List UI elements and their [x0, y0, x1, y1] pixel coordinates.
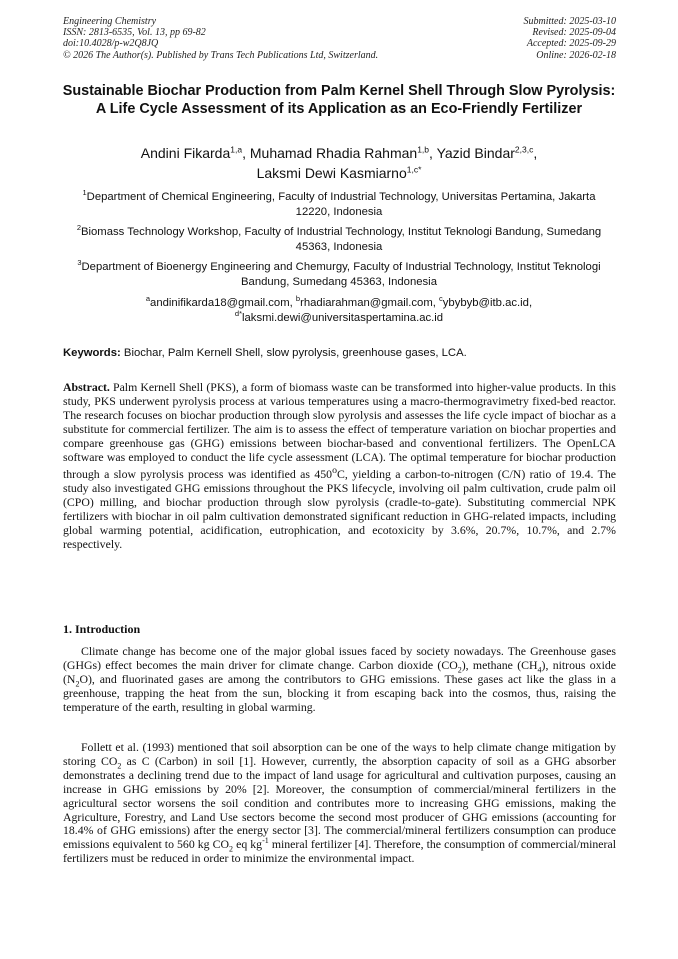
- copyright-line: © 2026 The Author(s). Published by Trans Tech Publications Ltd, Switzerland.: [63, 49, 379, 61]
- section-heading: 1. Introduction: [63, 622, 141, 636]
- superscript: -1: [262, 836, 269, 846]
- intro-paragraph-2: [63, 741, 616, 866]
- author-name: Laksmi Dewi Kasmiarno: [256, 165, 407, 181]
- revised-date: Revised: 2025-09-04: [532, 27, 616, 39]
- affiliation-text: Department of Bioenergy Engineering and Chemurgy, Faculty of Industrial Technology, Institut Teknologi Bandung, Sumedang 45363, Indonesia: [81, 261, 601, 288]
- subscript: 2: [117, 761, 122, 771]
- paragraph-text: eq kg: [233, 837, 263, 852]
- author-name: Yazid Bindar: [436, 145, 515, 161]
- affiliation-1: [70, 190, 608, 220]
- paragraph-text: mineral fertilizer [4]. Therefore, the consumption of commercial/mineral fertilizers must be reduced in order to minimize the environmental impact.: [63, 837, 616, 866]
- paragraph-text: ), methane (CH: [461, 657, 538, 672]
- author-list: Andini Fikarda$^{1,a}$, Muhamad Rhadia Rahman$^{1,b}$, Yazid Bindar$^{2,3,c}$, Laksmi Dewi Kasmiarno$^{1,c*}$: [140, 144, 538, 181]
- email-mark: c: [439, 294, 443, 304]
- abstract-text: C, yielding a carbon-to-nitrogen (C/N) ratio of 19.4. The study also investigated GHG emissions throughout the PKS lifecycle, involving oil palm cultivation, crude palm oil (CPO) milling, and biochar production through slow pyrolysis (cradle-to-gate). Substituting commercial NPK fertilizers with biochar in oil palm cultivation demonstrated significant reduction in GHG-related impacts, including global warming potential, acidification, eutrophication, and ecotoxicity by 3.6%, 20.7%, 10.7%, and 2.7% respectively.: [63, 467, 616, 551]
- affiliation-text: Department of Chemical Engineering, Faculty of Industrial Technology, Universitas Pertamina, Jakarta 12220, Indonesia: [86, 191, 596, 218]
- author-affiliation-mark: 1,a: [230, 144, 243, 155]
- author-affiliation-mark: 1,c*: [406, 164, 422, 175]
- affiliation-number: 3: [77, 258, 82, 268]
- paragraph-text: Climate change has become one of the major global issues faced by society nowadays. The Greenhouse gases (GHGs) effect becomes the main driver for climate change. Carbon dioxide (CO: [63, 644, 616, 672]
- abstract-label: Abstract.: [63, 380, 110, 394]
- keywords: [63, 346, 616, 360]
- issn-line: ISSN: 2813-6535, Vol. 13, pp 69-82: [63, 27, 206, 39]
- doi-line: doi:10.4028/p-w2Q8JQ: [63, 38, 159, 50]
- abstract: [63, 381, 616, 552]
- email-address: rhadiarahman@gmail.com,: [300, 297, 440, 309]
- email-mark: a: [145, 294, 151, 304]
- subscript: 2: [229, 844, 234, 854]
- paper-title: Sustainable Biochar Production from Palm Kernel Shell Through Slow Pyrolysis: A Life Cycle Assessment of its Application as an Eco-Friendly Fertilizer: [62, 83, 616, 117]
- paragraph-text: Follett et al. (1993) mentioned that soil absorption can be one of the ways to help climate change mitigation by storing CO: [63, 740, 616, 768]
- article-dates: [524, 16, 617, 61]
- online-date: Online: 2026-02-18: [536, 49, 616, 61]
- email-mark: d*: [234, 309, 242, 319]
- subscript: 4: [537, 665, 542, 675]
- keywords-label: Keywords:: [63, 347, 121, 359]
- affiliation-text: Biomass Technology Workshop, Faculty of Industrial Technology, Institut Teknologi Bandung, Sumedang 45363, Indonesia: [80, 226, 602, 253]
- affiliation-number: 2: [76, 223, 81, 233]
- submitted-date: Submitted: 2025-03-10: [523, 16, 616, 27]
- accepted-date: Accepted: 2025-09-29: [526, 38, 616, 50]
- author-affiliation-mark: 2,3,c: [514, 144, 534, 155]
- intro-paragraph-1: [63, 645, 616, 715]
- email-address: ybybyb@itb.ac.id,: [442, 297, 533, 309]
- affiliation-2: [70, 225, 608, 255]
- author-name: Muhamad Rhadia Rahman: [249, 145, 418, 161]
- email-mark: b: [295, 294, 301, 304]
- paragraph-text: ), nitrous oxide (N: [63, 657, 616, 686]
- email-address: laksmi.dewi@universitaspertamina.ac.id: [242, 311, 444, 324]
- paragraph-text: O), and fluorinated gases are among the contributors to GHG emissions. These gases act like the glass in a greenhouse, trapping the heat from the sun, blocking it from escaping back into the cosmos, thus, raising the temperature of the earth, resulting in global warming.: [63, 671, 616, 714]
- keywords-text: Biochar, Palm Kernell Shell, slow pyrolysis, greenhouse gases, LCA.: [120, 347, 467, 359]
- subscript: 2: [75, 679, 80, 689]
- author-name: Andini Fikarda: [140, 145, 231, 161]
- abstract-text: Palm Kernell Shell (PKS), a form of biomass waste can be transformed into higher-value products. In this study, PKS underwent pyrolysis process at various temperatures using a macro-thermogravimetry fixed-bed reactor. The research focuses on biochar production through slow pyrolysis and assesses the life cycle impact of biochar as a substitute for commercial fertilizer. The aim is to assess the effect of temperature variation on biochar properties and compare greenhouse gas (GHG) emissions between biochar-based and conventional fertilizers. The OpenLCA software was employed to conduct the life cycle assessment (LCA). The optimal temperature for biochar production through a slow pyrolysis process was identified as 450: [63, 380, 616, 482]
- journal-info: [63, 16, 378, 61]
- affiliation-number: 1: [82, 188, 87, 198]
- author-emails: [70, 296, 608, 326]
- paragraph-text: as C (Carbon) in soil [1]. However, currently, the absorption capacity of soil as a GHG absorber demonstrates a declining trend due to the impact of land usage for agricultural and cultivation purposes, causing an increase in GHG emissions by 20% [2]. Moreover, the consumption of commercial/mineral fertilizers in the agricultural sector worsens the soil condition and contributes more to increasing GHG emissions, making the Agriculture, Forestry, and Land Use sectors become the second most producer of GHG emissions (accounting for 18.4% of GHG emissions) after the energy sector [3]. The commercial/mineral fertilizers consumption can produce emissions equivalent to 560 kg CO: [63, 753, 617, 852]
- journal-name: Engineering Chemistry: [63, 16, 157, 27]
- degree-mark: o: [332, 465, 337, 477]
- subscript: 2: [457, 665, 462, 675]
- affiliation-3: [70, 260, 608, 290]
- author-affiliation-mark: 1,b: [417, 144, 430, 155]
- email-address: andinifikarda18@gmail.com,: [150, 297, 296, 309]
